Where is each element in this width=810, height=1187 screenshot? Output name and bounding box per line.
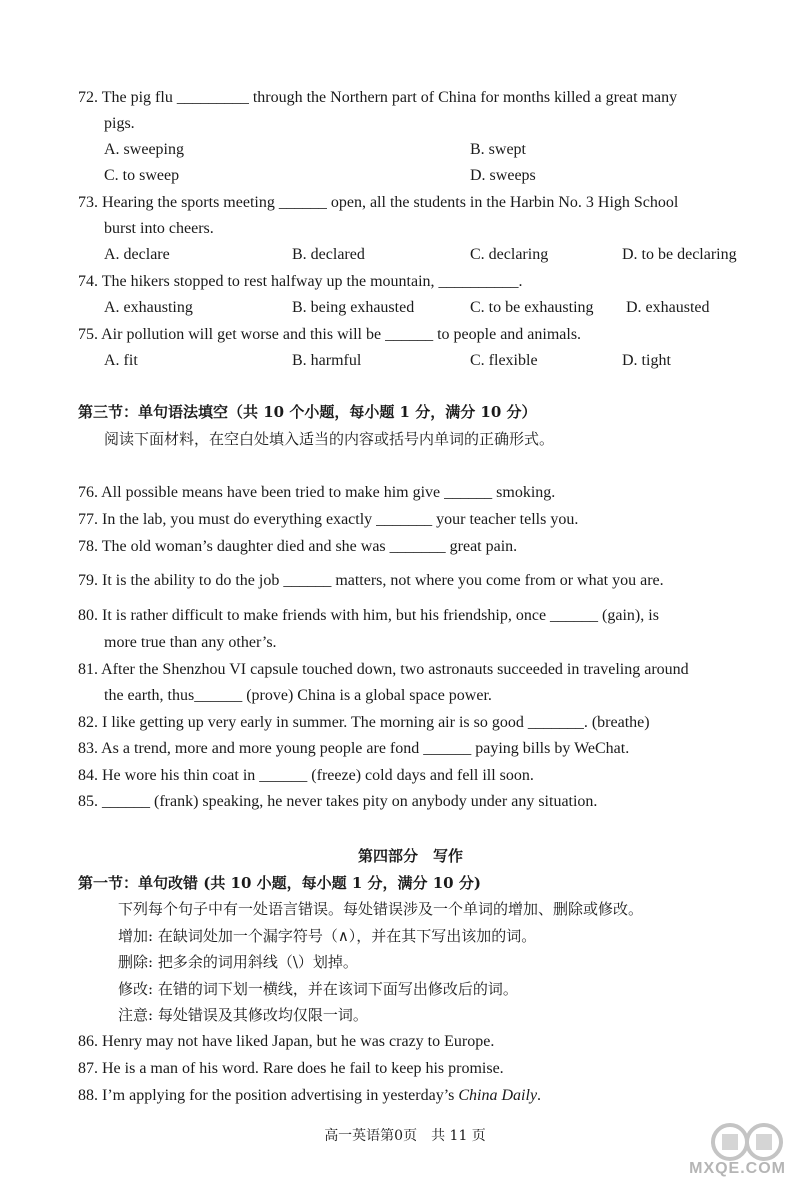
fill-item-79: 79. It is the ability to do the job ______ matters, not where you come from or what you are. [78,572,664,589]
rule-text: 下列每个句子中有一处语言错误。每处错误涉及一个单词的增加、删除或修改。 [118,900,644,918]
fill-item-80: 80. It is rather difficult to make friends with him, but his friendship, once ______ (gain), is [78,607,659,624]
fill-item-81-cont: the earth, thus______ (prove) China is a global space power. [104,687,492,704]
watermark-text: MXQE.COM [689,1160,786,1177]
question-72: 72. The pig flu _________ through the Northern part of China for months killed a great many [78,89,678,106]
fill-item-84: 84. He wore his thin coat in ______ (freeze) cold days and fell ill soon. [78,767,534,784]
rule-text: 注意: 每处错误及其修改均仅限一词。 [118,1006,368,1024]
question-75: 75. Air pollution will get worse and this will be ______ to people and animals. [78,326,582,343]
fill-item-80-cont: more true than any other’s. [104,634,277,651]
option-d: D. sweeps [470,167,536,184]
correction-item-88: 88. I’m applying for the position advertising in yesterday’s China Daily. [78,1087,542,1104]
fill-item-83: 83. As a trend, more and more young people are fond ______ paying bills by WeChat. [78,740,630,757]
section-instruction: 阅读下面材料，在空白处填入适当的内容或括号内单词的正确形式。 [104,430,555,448]
option-d: D. tight [622,352,671,369]
fill-item-82: 82. I like getting up very early in summer. The morning air is so good _______. (breathe) [78,714,650,731]
fill-item-81: 81. After the Shenzhou VI capsule touched down, two astronauts succeeded in traveling around [78,661,689,678]
fill-item-76: 76. All possible means have been tried to make him give ______ smoking. [78,484,556,501]
section-title: 第一节：单句改错 (共 10 小题，每小题 1 分，满分 10 分) [78,874,481,892]
option-a: A. exhausting [104,299,193,316]
option-b: B. harmful [292,352,362,369]
option-d: D. to be declaring [622,246,737,263]
option-d: D. exhausted [626,299,710,316]
option-b: B. declared [292,246,365,263]
option-a: A. sweeping [104,141,184,158]
fill-item-85: 85. ______ (frank) speaking, he never takes pity on anybody under any situation. [78,793,598,810]
option-a: A. fit [104,352,138,369]
part-title: 第四部分 写作 [358,847,464,865]
fill-item-78: 78. The old woman’s daughter died and she was _______ great pain. [78,538,518,555]
page-footer: 高一英语第0页 共 11 页 [324,1128,486,1144]
rule-text: 修改: 在错的词下划一横线，并在该词下面写出修改后的词。 [118,980,518,998]
question-72-cont: pigs. [104,115,135,132]
option-c: C. flexible [470,352,538,369]
option-c: C. declaring [470,246,549,263]
option-b: B. swept [470,141,526,158]
fill-item-77: 77. In the lab, you must do everything exactly _______ your teacher tells you. [78,511,579,528]
correction-item-86: 86. Henry may not have liked Japan, but he was crazy to Europe. [78,1033,495,1050]
option-c: C. to be exhausting [470,299,594,316]
option-c: C. to sweep [104,167,180,184]
option-a: A. declare [104,246,170,263]
rule-text: 增加: 在缺词处加一个漏字符号（∧），并在其下写出该加的词。 [118,927,537,945]
question-74: 74. The hikers stopped to rest halfway up the mountain, __________. [78,273,523,290]
section-title: 第三节：单句语法填空（共 10 个小题，每小题 1 分，满分 10 分） [78,403,537,421]
question-73: 73. Hearing the sports meeting ______ open, all the students in the Harbin No. 3 High School [78,194,679,211]
correction-item-87: 87. He is a man of his word. Rare does he fail to keep his promise. [78,1060,504,1077]
option-b: B. being exhausted [292,299,415,316]
rule-text: 删除: 把多余的词用斜线（\）划掉。 [118,953,358,971]
question-73-cont: burst into cheers. [104,220,214,237]
